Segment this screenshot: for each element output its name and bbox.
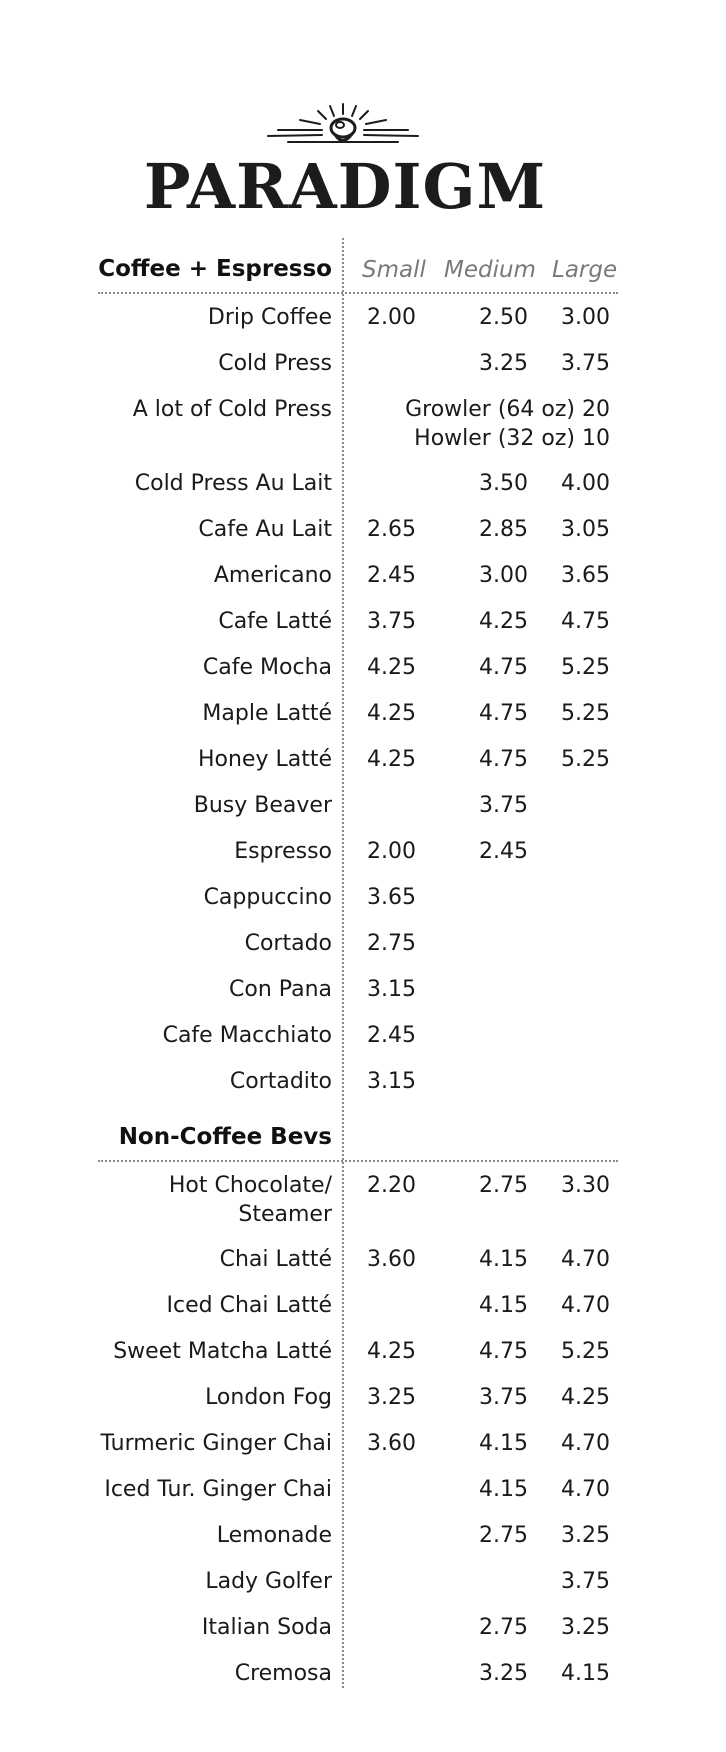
menu-item [0, 470, 726, 516]
menu-item [0, 1476, 726, 1522]
menu-item [0, 1338, 726, 1384]
menu-item [0, 1068, 726, 1114]
menu-item [0, 1172, 726, 1246]
price-medium: 4.75 [479, 747, 528, 772]
item-name: Lady Golfer [205, 1569, 332, 1594]
brand-logo [0, 90, 726, 230]
price-medium: 3.25 [479, 351, 528, 376]
item-name: London Fog [205, 1385, 332, 1410]
price-medium: 4.15 [479, 1293, 528, 1318]
menu-item [0, 350, 726, 396]
price-medium: 4.75 [479, 701, 528, 726]
item-name: Sweet Matcha Latté [113, 1339, 332, 1364]
item-name: Busy Beaver [193, 793, 332, 818]
price-large: 4.70 [561, 1293, 610, 1318]
price-medium: 2.50 [479, 305, 528, 330]
menu-item [0, 746, 726, 792]
menu-item [0, 838, 726, 884]
menu-item [0, 304, 726, 350]
item-name: A lot of Cold Press [132, 397, 332, 422]
section-title-coffee: Coffee + Espresso [98, 256, 332, 282]
price-large: 4.00 [561, 471, 610, 496]
item-name: Cortadito [229, 1069, 332, 1094]
menu-item [0, 654, 726, 700]
price-medium: 3.25 [479, 1661, 528, 1686]
price-large: 3.05 [561, 517, 610, 542]
price-large: 5.25 [561, 1339, 610, 1364]
menu-item [0, 516, 726, 562]
price-medium: 4.15 [479, 1247, 528, 1272]
price-small: 2.75 [367, 931, 416, 956]
item-name: Espresso [234, 839, 332, 864]
item-name-line2: Steamer [238, 1202, 332, 1227]
menu-item [0, 1384, 726, 1430]
item-name: Cold Press Au Lait [134, 471, 332, 496]
price-medium: 4.15 [479, 1431, 528, 1456]
item-name: Cafe Macchiato [162, 1023, 332, 1048]
item-name: Honey Latté [197, 747, 332, 772]
item-name: Cortado [244, 931, 332, 956]
price-small: 3.25 [367, 1385, 416, 1410]
menu-item [0, 608, 726, 654]
menu-item [0, 1246, 726, 1292]
item-name: Cold Press [218, 351, 332, 376]
menu-item [0, 1430, 726, 1476]
growler-note: Growler (64 oz) 20 [405, 397, 610, 422]
price-large: 4.15 [561, 1661, 610, 1686]
menu-item [0, 1522, 726, 1568]
price-small: 3.15 [367, 1069, 416, 1094]
price-large: 4.25 [561, 1385, 610, 1410]
price-small: 2.00 [367, 839, 416, 864]
menu-item [0, 976, 726, 1022]
menu-item [0, 884, 726, 930]
price-medium: 2.75 [479, 1523, 528, 1548]
price-large: 4.70 [561, 1247, 610, 1272]
menu-item [0, 396, 726, 470]
item-name: Iced Tur. Ginger Chai [104, 1477, 332, 1502]
price-small: 3.15 [367, 977, 416, 1002]
item-name: Con Pana [229, 977, 332, 1002]
price-large: 4.70 [561, 1477, 610, 1502]
price-medium: 2.45 [479, 839, 528, 864]
price-large: 5.25 [561, 701, 610, 726]
price-medium: 3.00 [479, 563, 528, 588]
price-large: 3.30 [561, 1173, 610, 1198]
menu-item [0, 1292, 726, 1338]
price-small: 3.75 [367, 609, 416, 634]
section-title-noncoffee: Non-Coffee Bevs [118, 1124, 332, 1150]
price-small: 2.45 [367, 563, 416, 588]
price-medium: 2.75 [479, 1615, 528, 1640]
price-small: 3.60 [367, 1431, 416, 1456]
price-medium: 4.75 [479, 1339, 528, 1364]
price-small: 3.60 [367, 1247, 416, 1272]
item-name: Lemonade [216, 1523, 332, 1548]
size-header-small: Small [362, 257, 426, 283]
item-name: Cappuccino [203, 885, 332, 910]
menu-item [0, 1660, 726, 1706]
price-medium: 4.25 [479, 609, 528, 634]
item-name: Cafe Mocha [202, 655, 332, 680]
item-name: Iced Chai Latté [166, 1293, 332, 1318]
brand-name: PARADIGM [143, 150, 547, 223]
price-medium: 2.75 [479, 1173, 528, 1198]
price-small: 3.65 [367, 885, 416, 910]
price-large: 5.25 [561, 655, 610, 680]
price-medium: 3.75 [479, 793, 528, 818]
price-large: 3.75 [561, 1569, 610, 1594]
coffee-header-divider [98, 292, 618, 294]
price-large: 5.25 [561, 747, 610, 772]
price-small: 4.25 [367, 1339, 416, 1364]
price-large: 3.25 [561, 1615, 610, 1640]
menu-item [0, 930, 726, 976]
price-small: 2.00 [367, 305, 416, 330]
price-medium: 4.75 [479, 655, 528, 680]
price-small: 2.45 [367, 1023, 416, 1048]
menu-item [0, 700, 726, 746]
price-large: 3.00 [561, 305, 610, 330]
menu-item [0, 1614, 726, 1660]
price-small: 4.25 [367, 701, 416, 726]
price-small: 4.25 [367, 747, 416, 772]
price-medium: 3.50 [479, 471, 528, 496]
menu-item [0, 1568, 726, 1614]
price-small: 2.65 [367, 517, 416, 542]
price-large: 4.75 [561, 609, 610, 634]
item-name: Chai Latté [219, 1247, 332, 1272]
size-header-large: Large [552, 257, 618, 283]
item-name: Maple Latté [202, 701, 332, 726]
price-medium: 4.15 [479, 1477, 528, 1502]
noncoffee-header-divider [98, 1160, 618, 1162]
price-large: 3.75 [561, 351, 610, 376]
item-name-line1: Hot Chocolate/ [168, 1173, 332, 1198]
size-header-medium: Medium [444, 257, 536, 283]
price-small: 2.20 [367, 1173, 416, 1198]
menu-item [0, 562, 726, 608]
price-medium: 2.85 [479, 517, 528, 542]
item-name: Americano [213, 563, 332, 588]
item-name: Italian Soda [201, 1615, 332, 1640]
menu-item [0, 792, 726, 838]
howler-note: Howler (32 oz) 10 [414, 426, 610, 451]
item-name: Cafe Au Lait [198, 517, 332, 542]
price-large: 4.70 [561, 1431, 610, 1456]
price-small: 4.25 [367, 655, 416, 680]
item-name: Cremosa [234, 1661, 332, 1686]
item-name: Drip Coffee [207, 305, 332, 330]
item-name: Cafe Latté [218, 609, 332, 634]
menu-item [0, 1022, 726, 1068]
price-large: 3.65 [561, 563, 610, 588]
price-large: 3.25 [561, 1523, 610, 1548]
coffee-cup-sunburst-icon [248, 98, 438, 158]
item-name: Turmeric Ginger Chai [100, 1431, 332, 1456]
price-medium: 3.75 [479, 1385, 528, 1410]
